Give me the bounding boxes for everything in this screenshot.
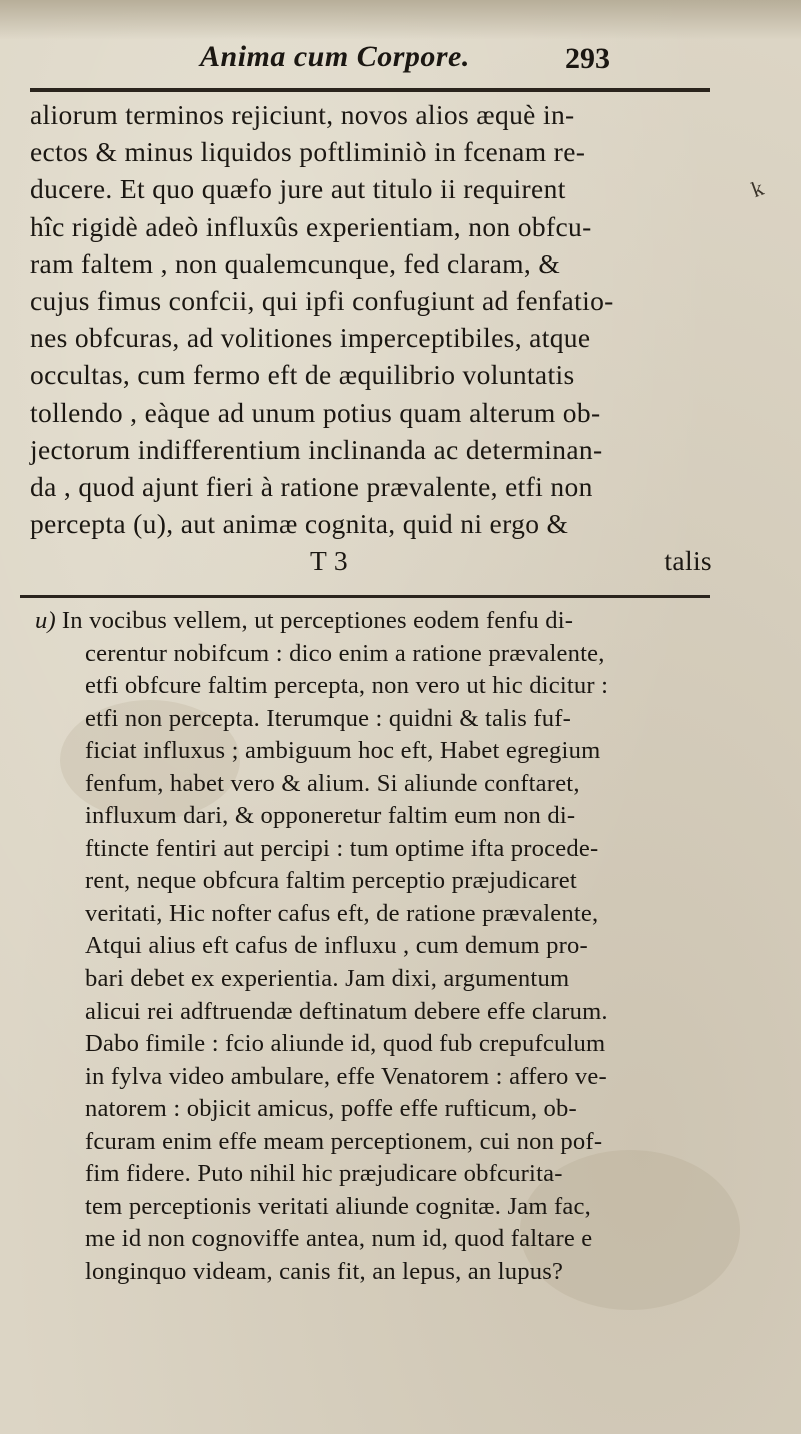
text-line: tollendo , eàque ad unum potius quam alterum ob- [30, 396, 601, 428]
text-line: occultas, cum fermo eft de æquilibrio voluntatis [30, 359, 575, 391]
footnote-line: ficiat influxus ; ambiguum hoc eft, Habet egregium [85, 737, 601, 765]
footnote-line: in fylva video ambulare, effe Venatorem : affero ve- [85, 1062, 607, 1090]
footnote-line: cerentur nobifcum : dico enim a ratione prævalente, [85, 639, 605, 667]
footnote-line: influxum dari, & opponeretur faltim eum non di- [85, 802, 576, 830]
text-line: nes obfcuras, ad volitiones imperceptibiles, atque [30, 322, 591, 354]
page-edge-shadow [0, 0, 801, 40]
signature-line [30, 542, 720, 579]
footnote-line: fim fidere. Puto nihil hic præjudicare obfcurita- [85, 1160, 563, 1188]
footnote-line: natorem : objicit amicus, poffe effe rufticum, ob- [85, 1095, 577, 1123]
text-line: jectorum indifferentium inclinanda ac determinan- [30, 433, 603, 465]
text-line: cujus fimus confcii, qui ipfi confugiunt ad fenfatio- [30, 285, 614, 317]
footnote-line: Dabo fimile : fcio aliunde id, quod fub crepufculum [85, 1030, 606, 1058]
footnote [35, 605, 725, 1288]
footnote-rule [20, 595, 710, 598]
running-head: Anima cum Corpore. [200, 40, 470, 73]
footnote-line: fcuram enim effe meam perceptionem, cui non pof- [85, 1127, 603, 1155]
margin-note: k [747, 174, 767, 203]
footnote-line: me id non cognoviffe antea, num id, quod faltare e [85, 1225, 593, 1253]
page-number: 293 [565, 42, 610, 75]
footnote-line: alicui rei adftruendæ deftinatum debere effe clarum. [85, 997, 608, 1025]
text-line: aliorum terminos rejiciunt, novos alios æquè in- [30, 99, 575, 130]
text-line: ducere. Et quo quæfo jure aut titulo ii requirent [30, 173, 566, 205]
footnote-line: fenfum, habet vero & alium. Si aliunde conftaret, [85, 769, 580, 797]
footnote-line: longinquo videam, canis fit, an lepus, an lupus? [85, 1257, 564, 1285]
footnote-line: rent, neque obfcura faltim perceptio præjudicaret [85, 867, 577, 895]
text-line: da , quod ajunt fieri à ratione prævalente, etfi non [30, 471, 593, 503]
text-line: ram faltem , non qualemcunque, fed claram, & [30, 247, 561, 279]
catchword: talis [664, 545, 712, 577]
footnote-line: Atqui alius eft cafus de influxu , cum demum pro- [85, 932, 588, 960]
page-header [200, 40, 610, 84]
text-line: percepta (u), aut animæ cognita, quid ni ergo & [30, 508, 569, 540]
text-line: ectos & minus liquidos poftliminiò in fcenam re- [30, 136, 586, 168]
signature-mark: T 3 [310, 545, 348, 577]
main-text [30, 96, 720, 580]
footnote-marker: u) [35, 607, 56, 634]
footnote-line: etfi non percepta. Iterumque : quidni & talis fuf- [85, 704, 572, 732]
text-line: hîc rigidè adeò influxûs experientiam, non obfcu- [30, 210, 592, 242]
footnote-line: veritati, Hic nofter cafus eft, de ratione prævalente, [85, 899, 599, 927]
footnote-line: etfi obfcure faltim percepta, non vero ut hic dicitur : [85, 672, 609, 700]
footnote-line: bari debet ex experientia. Jam dixi, argumentum [85, 965, 570, 993]
footnote-line: ftincte fentiri aut percipi : tum optime ifta procede- [85, 834, 599, 862]
footnote-line: u) In vocibus vellem, ut perceptiones eodem fenfu di- [35, 607, 574, 634]
footnote-line: tem perceptionis veritati aliunde cognitæ. Jam fac, [85, 1192, 592, 1220]
header-rule [30, 88, 710, 92]
